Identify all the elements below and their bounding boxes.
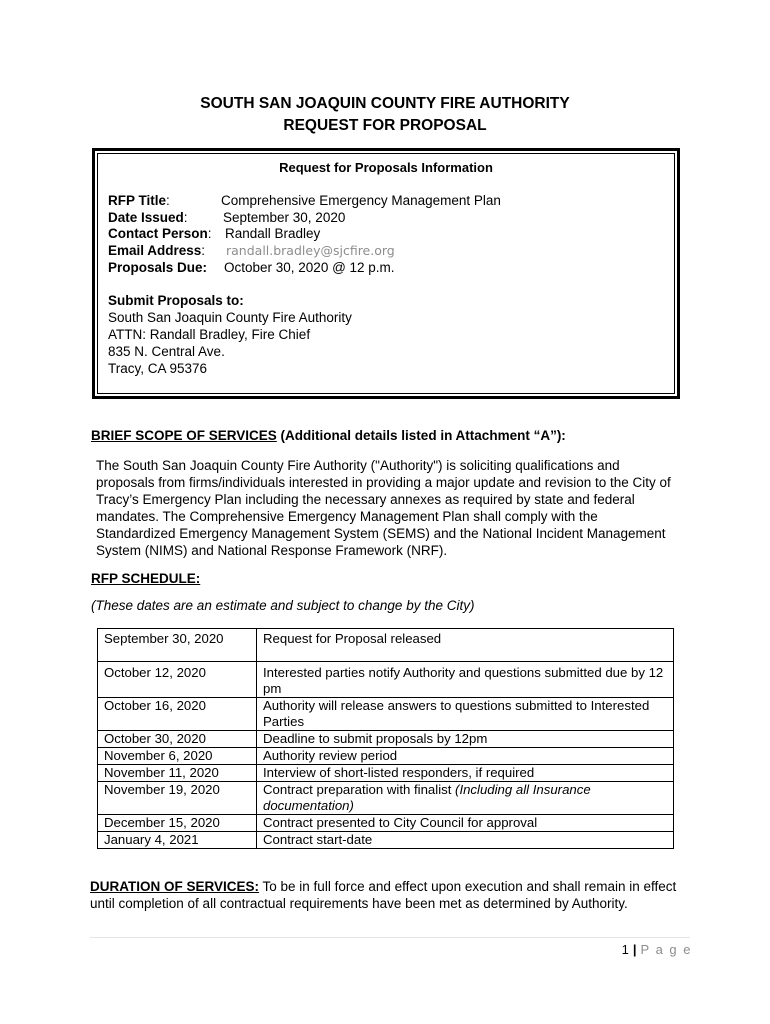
page-number-separator: | — [632, 942, 637, 957]
table-row — [98, 748, 674, 765]
page-number-value: 1 — [621, 942, 629, 957]
scope-heading-note: (Additional details listed in Attachment “A”): — [276, 428, 566, 443]
date-issued-label: Date Issued: — [108, 210, 188, 225]
scope-paragraph: The South San Joaquin County Fire Authority ("Authority") is soliciting qualifications and proposals from firms/individuals interested in providing a major update and revision to the City of Tracy’s Emergency Plan including the necessary annexes as required by state and federal mandates. The Comprehensive Emergency Management Plan shall comply with the Standardized Emergency Management System (SEMS) and the National Incident Management System (NIMS) and National Response Framework (NRF). — [96, 458, 671, 558]
schedule-event — [257, 782, 674, 815]
document-subtitle: REQUEST FOR PROPOSAL — [283, 117, 487, 134]
schedule-event: Contract start-date — [257, 832, 674, 849]
schedule-heading: RFP SCHEDULE: — [91, 571, 201, 586]
page-label: P a g e — [640, 942, 692, 957]
table-row — [98, 832, 674, 849]
schedule-date: October 16, 2020 — [98, 698, 257, 731]
schedule-date: October 12, 2020 — [98, 662, 257, 698]
submit-address-line: Tracy, CA 95376 — [108, 361, 208, 376]
schedule-table — [97, 628, 674, 849]
table-row — [98, 629, 674, 662]
schedule-date: January 4, 2021 — [98, 832, 257, 849]
submit-address-line: South San Joaquin County Fire Authority — [108, 310, 352, 325]
schedule-date: November 11, 2020 — [98, 765, 257, 782]
info-box-heading: Request for Proposals Information — [279, 160, 493, 175]
page-number — [622, 942, 692, 957]
submit-proposals-heading: Submit Proposals to: — [108, 293, 244, 308]
date-issued-value: September 30, 2020 — [223, 210, 346, 225]
table-row — [98, 662, 674, 698]
email-address-label: Email Address: — [108, 243, 206, 258]
footer-divider — [90, 937, 690, 938]
rfp-title-value: Comprehensive Emergency Management Plan — [221, 193, 501, 208]
submit-address-line: 835 N. Central Ave. — [108, 344, 225, 359]
table-row — [98, 731, 674, 748]
scope-heading — [91, 428, 566, 443]
email-address-link[interactable]: randall.bradley@sjcfire.org — [226, 243, 395, 258]
proposals-due-value: October 30, 2020 @ 12 p.m. — [224, 260, 395, 275]
schedule-event: Authority review period — [257, 748, 674, 765]
schedule-event: Request for Proposal released — [257, 629, 674, 662]
schedule-date: December 15, 2020 — [98, 815, 257, 832]
schedule-note: (These dates are an estimate and subject to change by the City) — [91, 598, 475, 613]
contact-person-value: Randall Bradley — [225, 226, 321, 241]
schedule-event: Interview of short-listed responders, if required — [257, 765, 674, 782]
schedule-date: September 30, 2020 — [98, 629, 257, 662]
schedule-event-italic: (Including all Insurance documentation) — [263, 782, 591, 813]
duration-heading: DURATION OF SERVICES: — [90, 879, 260, 894]
schedule-event: Interested parties notify Authority and questions submitted due by 12 pm — [257, 662, 674, 698]
duration-text: To be in full force and effect upon execution and shall remain in effect until completion of all contractual requirements have been met as determined by Authority. — [90, 879, 677, 911]
table-row — [98, 815, 674, 832]
table-row — [98, 765, 674, 782]
proposals-due-label: Proposals Due: — [108, 260, 208, 275]
table-row — [98, 698, 674, 731]
schedule-event-text: Contract preparation with finalist — [263, 782, 456, 797]
table-row — [98, 782, 674, 815]
schedule-event: Contract presented to City Council for approval — [257, 815, 674, 832]
scope-heading-title: BRIEF SCOPE OF SERVICES — [91, 428, 277, 443]
rfp-info-box — [97, 153, 675, 394]
duration-section — [90, 878, 690, 912]
schedule-date: October 30, 2020 — [98, 731, 257, 748]
schedule-date: November 6, 2020 — [98, 748, 257, 765]
contact-person-label: Contact Person: — [108, 226, 212, 241]
submit-address-line: ATTN: Randall Bradley, Fire Chief — [108, 327, 311, 342]
schedule-event: Deadline to submit proposals by 12pm — [257, 731, 674, 748]
rfp-title-label: RFP Title: — [108, 193, 170, 208]
document-title: SOUTH SAN JOAQUIN COUNTY FIRE AUTHORITY — [200, 95, 570, 112]
schedule-date: November 19, 2020 — [98, 782, 257, 815]
schedule-event: Authority will release answers to questions submitted to Interested Parties — [257, 698, 674, 731]
